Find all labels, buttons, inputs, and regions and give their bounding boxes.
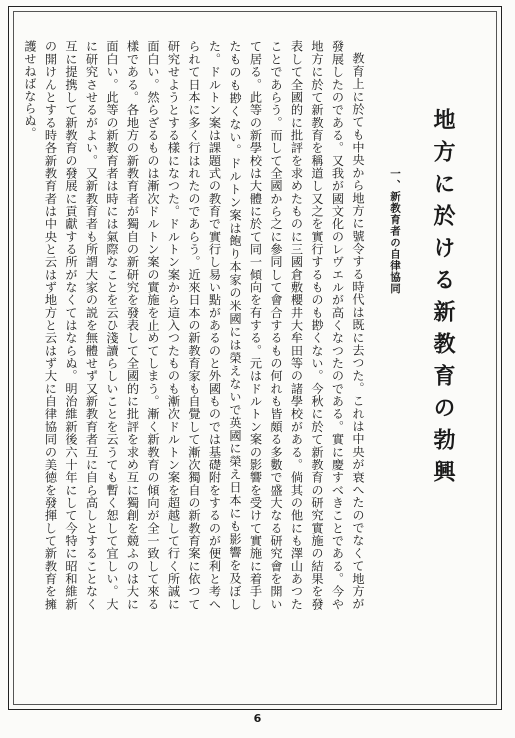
section-heading: 一、新教育者の自律協同 [389,168,401,295]
article-body [23,40,368,610]
body-paragraph: 教育上に於ても中央から地方に號令する時代は既に去つた。これは中央が衰へたのでなくて地方が發展したのである。又我が國文化のレヴエルが高くなつたのである。實に慶すべきことである。今や地方に於て新教育を稱道し又之を實行するものも尠くない。今秋に於て新教育の研究實施の結果を發表して全國的に批評を求めたものに三國倉敷櫻井大牟田等の諸學校がある。倘其の他にも澤山あつたことであらう。而して全國から之に參同して會合するもの何れも皆頗る多數で盛大なる研究會を開いて居る。此等の新學校は大體に於て同一傾向を有する。元はドルトン案の影響を受けて實施に着手したものも尠くない。ドルトン案は飽り本家の米國には榮えないで英國に榮え日本にも影響を及ぼした。ドルトン案は課題式の教育で實行し易い點があるのと外國ものでは基礎附をするのが便利と考へられて日本に多く行はれたのであらう。近來日本の新教育家も自覺して漸次獨自の新教育案に依つて研究せようとする樣になつた。ドルトン案から這入つたものも漸次ドルトン案を超越して行く所誠に面白い。然らざるものは漸次ドルトン案の實施を止めてしまう。漸く新教育の傾向が全一致して來る樣である。各地方の新教育者が獨自の新研究を發表して全國的に批評を求め互に獨創を競ふのは大に面白い。此等の新教育者は時には氣際なことを云ひ淺讀らしいことを云うても暫く恕して宜しい。大に研究させるがよい。又新教育者も所謂大家の説を無體せず又新教育者互に自ら高しとすることなく互に提携して新教育の發展に貢獻する所がなくてはならぬ。明治維新後六十年にして今特に昭和維新の開けんとする時各新教育者は中央と云はず地方と云はず大に自律協同の美徳を發揮して新教育を擁護せねばならぬ。 [23,40,365,610]
page-number: 6 [253,712,262,725]
article-title: 地方に於ける新教育の勃興 [430,108,455,492]
